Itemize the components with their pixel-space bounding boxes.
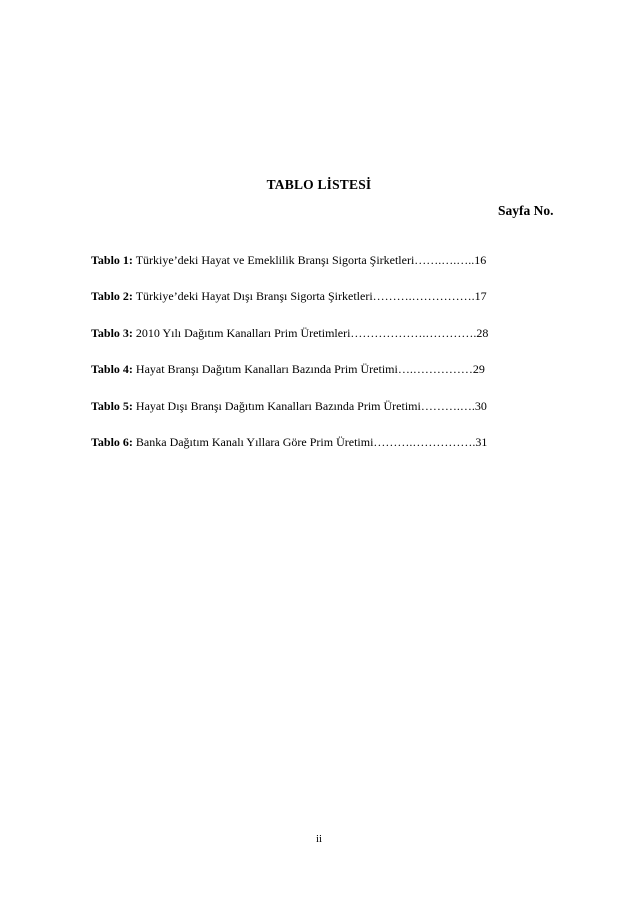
list-item-tablo-5[interactable]	[91, 399, 487, 414]
list-item-tablo-6[interactable]	[91, 435, 487, 450]
list-item-text: Türkiye’deki Hayat Dışı Branşı Sigorta Şirketleri……….…………….17	[135, 289, 487, 303]
list-item-label: Tablo 3:	[91, 326, 133, 340]
list-item-label: Tablo 5:	[91, 399, 133, 413]
list-item-label: Tablo 2:	[91, 289, 133, 303]
list-item-text: Hayat Dışı Branşı Dağıtım Kanalları Bazında Prim Üretimi……….….30	[135, 399, 487, 413]
page-title: TABLO LİSTESİ	[266, 177, 372, 192]
list-item-label: Tablo 1:	[91, 253, 133, 267]
list-item-text: Türkiye’deki Hayat ve Emeklilik Branşı Sigorta Şirketleri…….….…..16	[135, 253, 487, 267]
list-item-text: Hayat Branşı Dağıtım Kanalları Bazında Prim Üretimi….……………29	[135, 362, 485, 376]
page-column-header: Sayfa No.	[498, 203, 554, 218]
list-item-tablo-1[interactable]	[91, 253, 486, 268]
list-item-label: Tablo 6:	[91, 435, 133, 449]
list-item-label: Tablo 4:	[91, 362, 136, 376]
list-item-tablo-4[interactable]	[91, 362, 485, 377]
list-item-tablo-2[interactable]	[91, 289, 487, 304]
list-item-text: Banka Dağıtım Kanalı Yıllara Göre Prim Üretimi……….…………….31	[135, 435, 488, 449]
list-item-tablo-3[interactable]	[91, 326, 488, 341]
list-item-text: 2010 Yılı Dağıtım Kanalları Prim Üretimleri……………….………….28	[135, 326, 489, 340]
footer-page-number: ii	[315, 833, 323, 845]
